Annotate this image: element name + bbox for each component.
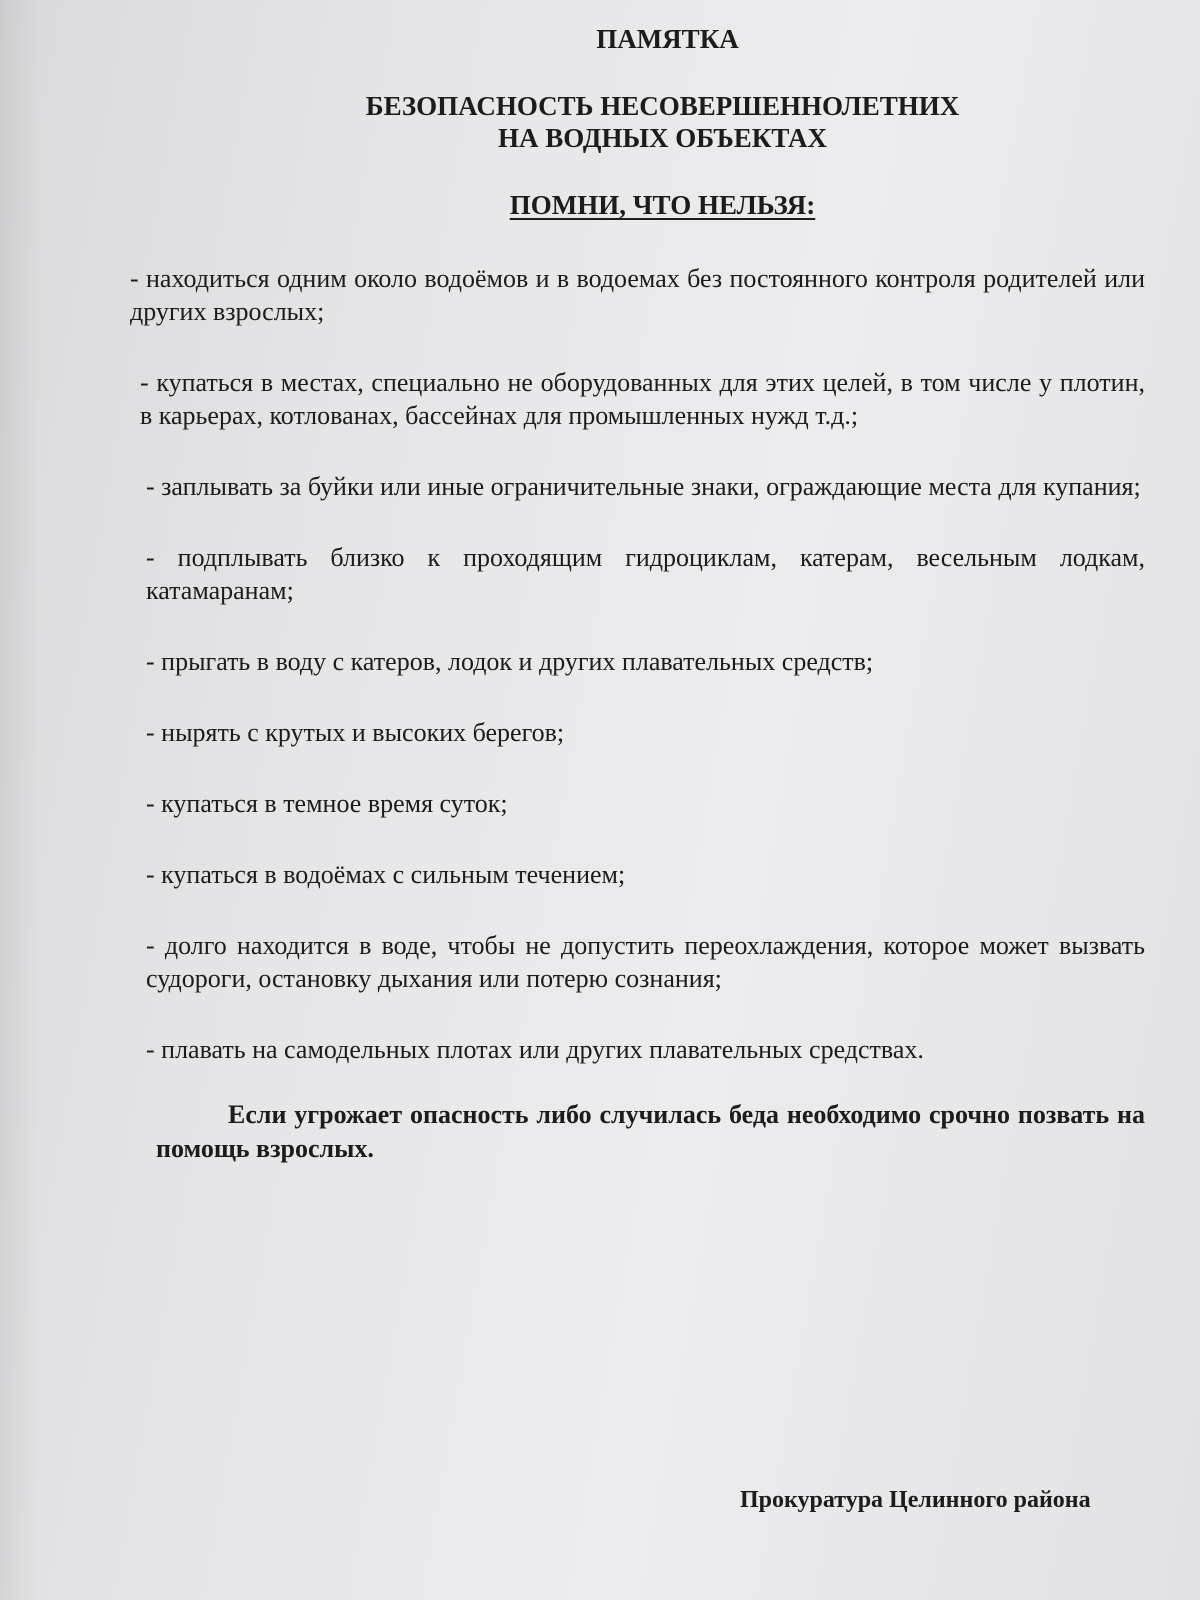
rule-item: - купаться в темное время суток;	[146, 789, 508, 818]
memo-title: ПАМЯТКА	[596, 24, 739, 54]
rule-item: - подплывать близко к проходящим гидроциклам, катерам, весельным лодкам, катамаранам;	[146, 543, 1145, 605]
memo-document	[130, 22, 1145, 1166]
rule-item: - купаться в водоёмах с сильным течением;	[146, 860, 626, 889]
memo-subtitle-line-2: НА ВОДНЫХ ОБЪЕКТАХ	[498, 123, 827, 153]
rule-item: - долго находится в воде, чтобы не допустить переохлаждения, которое может вызвать судороги, остановку дыхания или потерю сознания;	[146, 931, 1145, 993]
rule-item: - плавать на самодельных плотах или других плавательных средствах.	[146, 1035, 924, 1064]
paper-edge-shadow	[0, 0, 40, 1600]
memo-subtitle	[130, 90, 1145, 154]
rule-item: - прыгать в воду с катеров, лодок и других плавательных средств;	[146, 647, 874, 676]
warning-heading: ПОМНИ, ЧТО НЕЛЬЗЯ:	[509, 190, 816, 220]
rule-item: - нырять с крутых и высоких берегов;	[146, 718, 565, 747]
memo-subtitle-line-1: БЕЗОПАСНОСТЬ НЕСОВЕРШЕННОЛЕТНИХ	[365, 91, 960, 121]
signature: Прокуратура Целинного района	[740, 1487, 1091, 1513]
rule-item: - находиться одним около водоёмов и в водоемах без постоянного контроля родителей или других взрослых;	[130, 264, 1145, 326]
conclusion-text: Если угрожает опасность либо случилась беда необходимо срочно позвать на помощь взрослых.	[156, 1100, 1145, 1163]
rule-item: - заплывать за буйки или иные ограничительные знаки, ограждающие места для купания;	[146, 472, 1141, 501]
rule-item: - купаться в местах, специально не оборудованных для этих целей, в том числе у плотин, в карьерах, котлованах, бассейнах для промышленных нужд т.д.;	[140, 368, 1145, 430]
rules-list	[130, 262, 1145, 1066]
